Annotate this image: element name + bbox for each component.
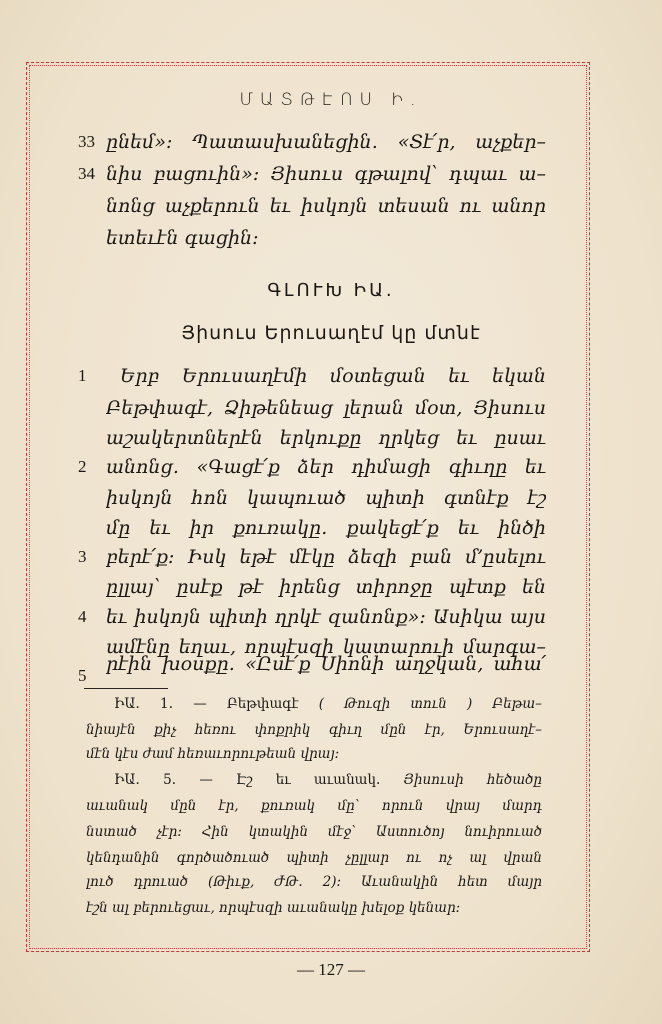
verse-number: 33 — [78, 132, 95, 151]
text-line: աշակերտներէն երկուքը ղրկեց եւ ըսաւ — [106, 427, 546, 449]
footnote-text: Յիսուսի հեծածը — [403, 772, 542, 788]
text-line: բերէ՛ք։ Իսկ եթէ մէկը ձեզի բան մ՚ըսելու — [106, 546, 546, 568]
footnote-rule — [84, 688, 168, 689]
footnote-line: լուծ դրուած (Թիւք, ԺԹ․ 2)։ Աւանակին հետ մայր — [86, 874, 542, 890]
text-line: նիս բացուին»։ Յիսուս գթալով՝ դպաւ ա– — [106, 163, 546, 185]
footnote-line: մէն կէս ժամ հեռաւորութեան վրայ։ — [86, 746, 340, 762]
text-line: իսկոյն հոն կապուած պիտի գտնէք էշ — [106, 487, 546, 509]
verse-number: 5 — [78, 666, 87, 685]
section-title: Յիսուս Երուսաղէմ կը մտնէ — [181, 322, 481, 344]
footnote-label: ԻԱ․ 1․ — Բեթփագէ — [114, 696, 299, 712]
text-line: ընեմ»։ Պատասխանեցին․ «Տէ՛ր, աչքեր– — [106, 131, 546, 153]
verse-number: 4 — [78, 607, 87, 626]
verse-number: 2 — [78, 457, 87, 476]
verse-number: 34 — [78, 164, 95, 183]
verse-number: 3 — [78, 547, 87, 566]
text-line: մը եւ իր քուռակը․ քակեցէ՛ք եւ ինծի — [106, 517, 546, 539]
chapter-heading: ԳԼՈՒԽ ԻԱ. — [267, 280, 395, 301]
footnote-line: կենդանին գործածուած պիտի չըլլար ու ոչ ալ վրան — [86, 850, 542, 866]
running-head: ՄԱՏԹԷՈՍ Ի. — [239, 90, 423, 110]
text-line: Երբ Երուսաղէմի մօտեցան եւ եկան — [120, 365, 546, 387]
footnote-line: էշն ալ բերուեցաւ, որպէսզի աւանակը խելօք կենար։ — [86, 900, 461, 916]
text-line: րէին խօսքը․ «Ըսէ՛ք Սիոնի աղջկան, ահա՛ — [106, 653, 546, 675]
text-line: ըլլայ՝ ըսէք թէ իրենց տիրոջը պէտք են — [106, 576, 546, 598]
footnote-line — [114, 694, 542, 714]
page-number: — 127 — — [297, 960, 365, 979]
footnote-label: ԻԱ․ 5․ — Էշ եւ աւանակ․ — [114, 772, 381, 788]
text-line: նոնց աչքերուն եւ իսկոյն տեսան ու անոր — [106, 195, 546, 217]
footnote-line: նստած չէր։ Հին կտակին մէջ՝ Աստուծոյ նուիրուած — [86, 824, 542, 840]
text-line: անոնց․ «Գացէ՛ք ձեր դիմացի գիւղը եւ — [106, 456, 546, 478]
text-line: ամէնը եղաւ, որպէսզի կատարուի մարգա– — [106, 636, 546, 658]
text-line: Բեթփագէ, Ձիթենեաց լերան մօտ, Յիսուս — [106, 397, 546, 419]
verse-number: 1 — [78, 366, 87, 385]
text-line: եւ իսկոյն պիտի ղրկէ զանոնք»։ Ասիկա այս — [106, 606, 546, 628]
footnote-text: ( Թուզի տուն ) Բեթա– — [318, 696, 542, 712]
footnote-line — [114, 770, 542, 790]
footnote-line: նիայէն քիչ հեռու փոքրիկ գիւղ մըն էր, Երուսաղէ– — [86, 722, 542, 738]
text-line: ետեւէն գացին։ — [106, 227, 259, 249]
footnote-line: աւանակ մըն էր, քուռակ մը՝ որուն վրայ մարդ — [86, 798, 542, 814]
